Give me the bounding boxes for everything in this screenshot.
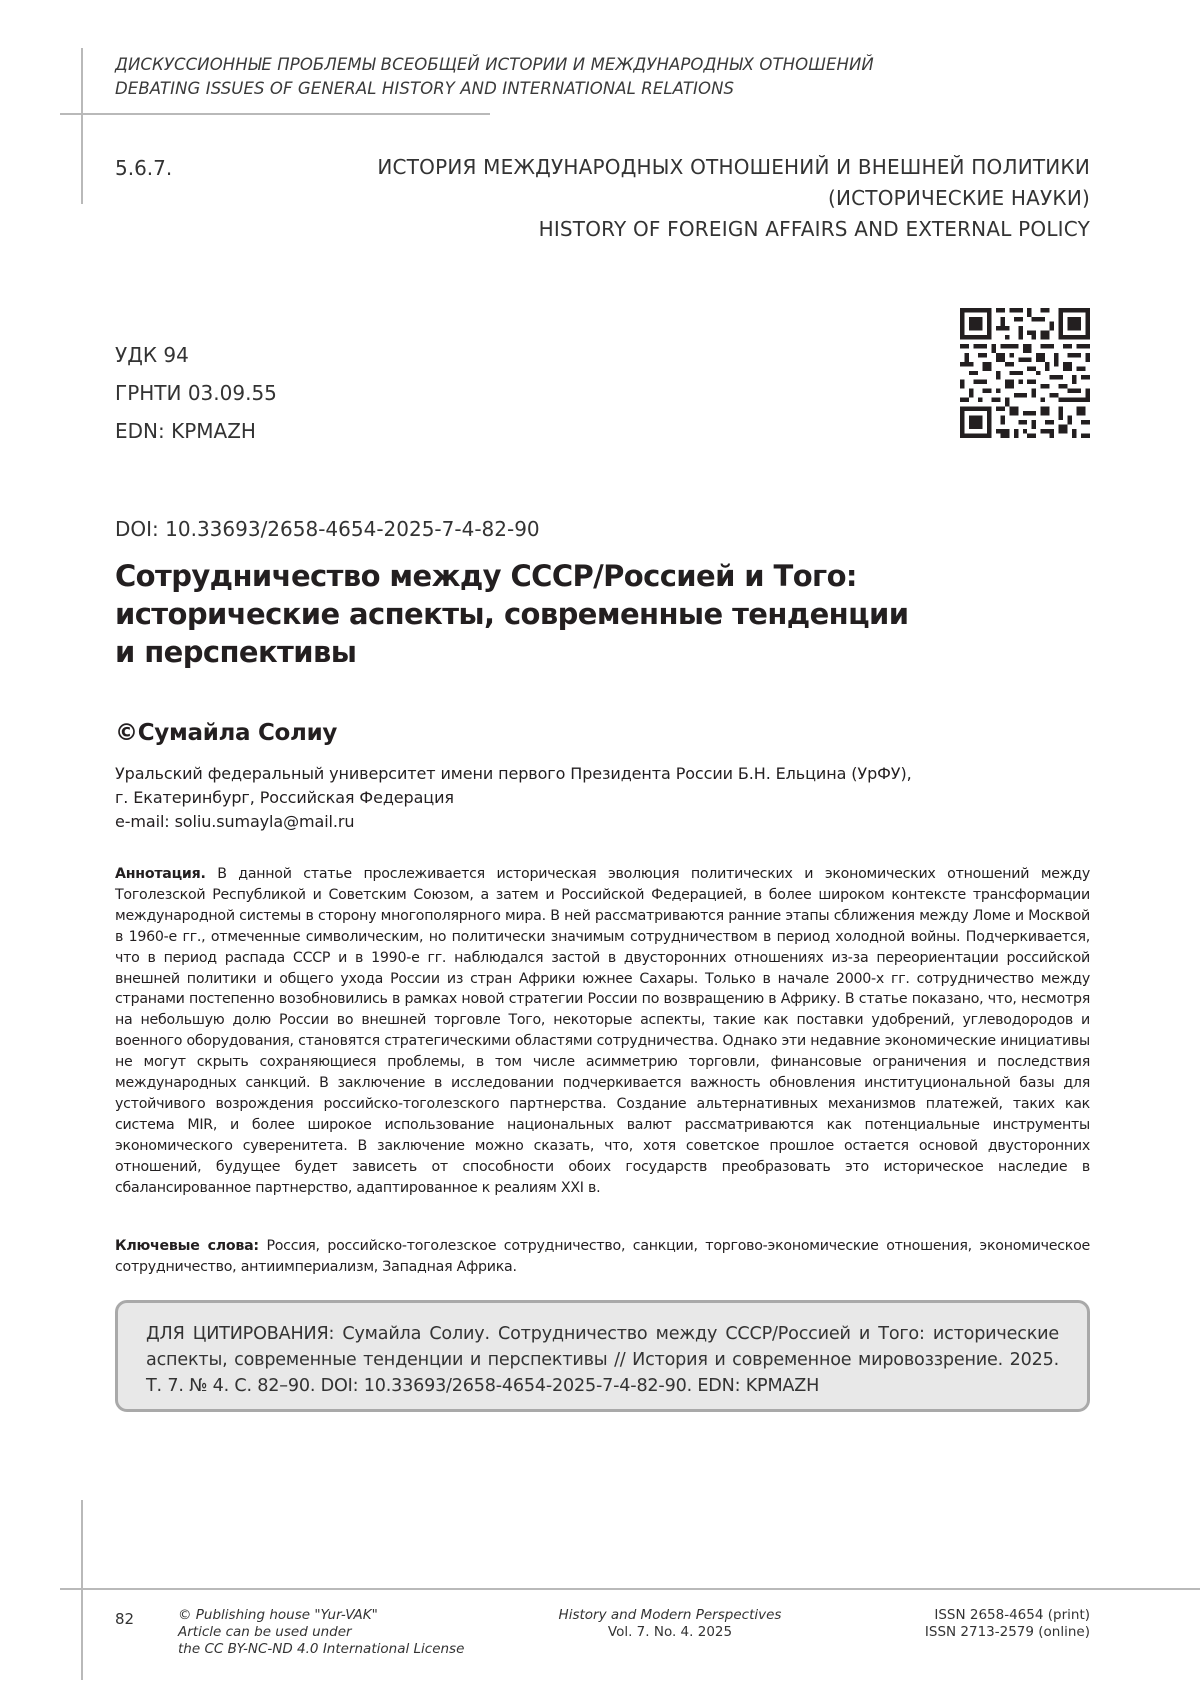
abstract-label: Аннотация.: [115, 866, 206, 882]
article-title-line-3: и перспективы: [115, 635, 357, 669]
page-number: 82: [115, 1610, 135, 1628]
doi: DOI: 10.33693/2658-4654-2025-7-4-82-90: [115, 517, 540, 541]
rubric-number: 5.6.7.: [115, 156, 173, 180]
citation-label: ДЛЯ ЦИТИРОВАНИЯ:: [146, 1324, 335, 1344]
issn-print: ISSN 2658-4654 (print): [934, 1607, 1090, 1623]
publisher-line-1: © Publishing house "Yur-VAK": [178, 1607, 378, 1623]
author-email: e-mail: soliu.sumayla@mail.ru: [115, 812, 355, 831]
keywords: [115, 1236, 1090, 1278]
abstract-text: В данной статье прослеживается историческая эволюция политических и экономических отношений между Тоголезской Республикой и Советским Союзом, а затем и Российской Федерацией, в более широком контексте трансформации международной системы в сторону многополярного мира. В ней рассматриваются ранние этапы сближения между Ломе и Москвой в 1960-е гг., отмеченные символическим, но политически значимым сотрудничеством в период холодной войны. Подчеркивается, что в период распада СССР и в 1990-е гг. наблюдался застой в двусторонних отношениях из-за переориентации российской внешней политики и общего ухода России из стран Африки южнее Сахары. Только в начале 2000-х гг. сотрудничество между странами постепенно возобновились в рамках новой стратегии России по возвращению в Африку. В статье показано, что, несмотря на небольшую долю России во внешней торговле Того, некоторые аспекты, такие как поставки удобрений, углеводородов и военного оборудования, становятся стратегическими областями сотрудничества. Однако эти недавние экономические инициативы не могут скрыть сохраняющиеся проблемы, в том числе асимметрию торговли, финансовые ограничения и последствия международных санкций. В заключение в исследовании подчеркивается важность обновления институциональной базы для устойчивого возрождения российско-тоголезского партнерства. Создание альтернативных механизмов платежей, таких как система MIR, и более широкое использование национальных валют рассматриваются как потенциальные инструменты экономического суверенитета. В заключение можно сказать, что, хотя советское прошлое остается основой двусторонних отношений, будущее будет зависеть от способности обоих государств преобразовать это историческое наследие в сбалансированное партнерство, адаптированное к реалиям XXI в.: [115, 866, 1090, 1196]
journal-header-ru: ДИСКУССИОННЫЕ ПРОБЛЕМЫ ВСЕОБЩЕЙ ИСТОРИИ И МЕЖДУНАРОДНЫХ ОТНОШЕНИЙ: [115, 55, 874, 74]
publisher-line-3: the CC BY-NC-ND 4.0 International License: [178, 1641, 465, 1657]
keywords-text: Россия, российско-тоголезское сотрудничество, санкции, торгово-экономические отношения, экономическое сотрудничество, антиимпериализм, Западная Африка.: [115, 1238, 1090, 1275]
author-affiliation: [115, 762, 1095, 834]
keywords-label: Ключевые слова:: [115, 1238, 259, 1254]
rubric-line-3: HISTORY OF FOREIGN AFFAIRS AND EXTERNAL POLICY: [538, 217, 1090, 241]
journal-name: History and Modern Perspectives: [558, 1607, 782, 1623]
article-title-line-2: исторические аспекты, современные тенденции: [115, 597, 909, 631]
article-meta: [115, 336, 277, 450]
top-horizontal-rule: [60, 113, 490, 115]
publisher-info: [178, 1607, 464, 1658]
rubric-title: [300, 152, 1090, 245]
affiliation-line-2: г. Екатеринбург, Российская Федерация: [115, 788, 454, 807]
abstract: [115, 864, 1090, 1199]
citation-text: Сумайла Солиу. Сотрудничество между СССР/Россией и Того: исторические аспекты, современные тенденции и перспективы // История и современное мировоззрение. 2025. Т. 7. № 4. С. 82–90. DOI: 10.33693/2658-4654-2025-7-4-82-90. EDN: KPMAZH: [146, 1324, 1059, 1396]
udk-code: УДК 94: [115, 343, 189, 367]
citation-box: [115, 1300, 1090, 1412]
rubric-line-2: (ИСТОРИЧЕСКИЕ НАУКИ): [827, 186, 1090, 210]
journal-header-en: DEBATING ISSUES OF GENERAL HISTORY AND INTERNATIONAL RELATIONS: [115, 79, 735, 98]
article-title: [115, 557, 1075, 671]
grnti-code: ГРНТИ 03.09.55: [115, 381, 277, 405]
top-vertical-rule: [81, 48, 83, 204]
bottom-vertical-rule: [81, 1500, 83, 1680]
edn-code: EDN: KPMAZH: [115, 419, 256, 443]
affiliation-line-1: Уральский федеральный университет имени первого Президента России Б.Н. Ельцина (УрФУ),: [115, 764, 912, 783]
journal-info: [520, 1607, 820, 1641]
qr-code-icon: [960, 308, 1090, 438]
rubric-line-1: ИСТОРИЯ МЕЖДУНАРОДНЫХ ОТНОШЕНИЙ И ВНЕШНЕЙ ПОЛИТИКИ: [377, 155, 1090, 179]
article-title-line-1: Сотрудничество между СССР/Россией и Того:: [115, 559, 857, 593]
issn-info: [840, 1607, 1090, 1641]
bottom-horizontal-rule: [60, 1588, 1200, 1590]
journal-issue: Vol. 7. No. 4. 2025: [607, 1624, 733, 1640]
publisher-line-2: Article can be used under: [178, 1624, 352, 1640]
issn-online: ISSN 2713-2579 (online): [924, 1624, 1090, 1640]
citation-text-block: [146, 1321, 1059, 1399]
author-name: ©Сумайла Солиу: [115, 720, 338, 746]
